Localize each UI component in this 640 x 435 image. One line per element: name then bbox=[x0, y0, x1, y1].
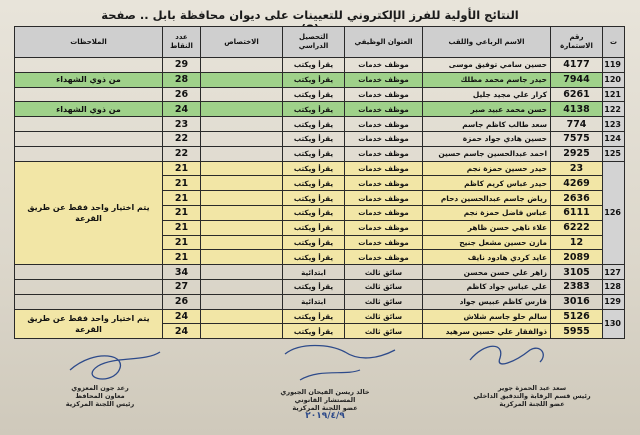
cell-edu: يقرأ ويكتب bbox=[283, 87, 345, 102]
cell-points: 21 bbox=[163, 220, 201, 235]
cell-name: حسين سامي توفيق موسى bbox=[423, 58, 551, 73]
cell-form: 2925 bbox=[551, 146, 603, 161]
cell-spec bbox=[201, 131, 283, 146]
cell-form: 7944 bbox=[551, 72, 603, 87]
table-row bbox=[15, 131, 625, 146]
cell-seq: 120 bbox=[603, 72, 625, 87]
cell-note bbox=[15, 117, 163, 132]
cell-form: 7575 bbox=[551, 131, 603, 146]
cell-form: 4177 bbox=[551, 58, 603, 73]
page-title: النتائج الأولية للفرز الإلكتروني للتعيينات على ديوان محافظة بابل .. صفحة bbox=[101, 8, 519, 22]
cell-points: 21 bbox=[163, 250, 201, 265]
cell-name: زاهر علي حسن محسن bbox=[423, 265, 551, 280]
cell-edu: يقرأ ويكتب bbox=[283, 250, 345, 265]
signature-middle-name: خالد ريسن الفيحان الجبوري bbox=[280, 388, 370, 396]
header-points: عدد النقاط bbox=[163, 27, 201, 58]
cell-points: 21 bbox=[163, 235, 201, 250]
cell-edu: يقرأ ويكتب bbox=[283, 146, 345, 161]
cell-spec bbox=[201, 87, 283, 102]
table-row bbox=[15, 58, 625, 73]
cell-job: موظف خدمات bbox=[345, 176, 423, 191]
table-row bbox=[15, 309, 625, 324]
cell-edu: يقرأ ويكتب bbox=[283, 220, 345, 235]
signature-left-role2: رئيس اللجنة المركزية bbox=[65, 400, 135, 408]
cell-points: 24 bbox=[163, 324, 201, 339]
cell-spec bbox=[201, 279, 283, 294]
cell-points: 21 bbox=[163, 161, 201, 176]
cell-job: موظف خدمات bbox=[345, 102, 423, 117]
cell-spec bbox=[201, 250, 283, 265]
table-row bbox=[15, 294, 625, 309]
signature-middle-date: ٢٠١٩/٤/٩ bbox=[305, 411, 345, 421]
cell-edu: يقرأ ويكتب bbox=[283, 176, 345, 191]
header-seq: ت bbox=[603, 27, 625, 58]
cell-edu: يقرأ ويكتب bbox=[283, 72, 345, 87]
cell-spec bbox=[201, 146, 283, 161]
cell-name: عايد كردي هادود نايف bbox=[423, 250, 551, 265]
cell-name: كرار علي مجيد جليل bbox=[423, 87, 551, 102]
cell-spec bbox=[201, 265, 283, 280]
cell-job: موظف خدمات bbox=[345, 220, 423, 235]
cell-name: علي عباس جواد كاظم bbox=[423, 279, 551, 294]
header-notes: الملاحظات bbox=[15, 27, 163, 58]
cell-points: 24 bbox=[163, 102, 201, 117]
table-row bbox=[15, 102, 625, 117]
cell-seq: 123 bbox=[603, 117, 625, 132]
signature-right-role2: عضو اللجنة المركزية bbox=[499, 400, 565, 408]
table-row bbox=[15, 87, 625, 102]
cell-spec bbox=[201, 161, 283, 176]
signature-right-name: سعد عبد الحمزة جوير bbox=[497, 384, 567, 392]
signature-middle-role2: عضو اللجنة المركزية bbox=[292, 404, 358, 412]
signature-block-left bbox=[40, 384, 160, 408]
cell-points: 21 bbox=[163, 176, 201, 191]
cell-seq: 124 bbox=[603, 131, 625, 146]
cell-edu: ابتدائية bbox=[283, 294, 345, 309]
cell-points: 22 bbox=[163, 146, 201, 161]
cell-note: من ذوي الشهداء bbox=[15, 102, 163, 117]
cell-note bbox=[15, 294, 163, 309]
cell-form: 23 bbox=[551, 161, 603, 176]
signature-right-role1: رئيس قسم الرقابة والتدقيق الداخلي bbox=[473, 392, 591, 400]
cell-name: فارس كاظم عبيس جواد bbox=[423, 294, 551, 309]
cell-spec bbox=[201, 176, 283, 191]
cell-points: 29 bbox=[163, 58, 201, 73]
cell-edu: يقرأ ويكتب bbox=[283, 279, 345, 294]
cell-name: رياض جاسم عبدالحسين دحام bbox=[423, 191, 551, 206]
cell-spec bbox=[201, 191, 283, 206]
cell-edu: يقرأ ويكتب bbox=[283, 205, 345, 220]
cell-job: موظف خدمات bbox=[345, 131, 423, 146]
table-row bbox=[15, 117, 625, 132]
cell-name: ذوالفقار علي حسين سرهيد bbox=[423, 324, 551, 339]
cell-seq: 125 bbox=[603, 146, 625, 161]
cell-form: 3016 bbox=[551, 294, 603, 309]
cell-name: عباس فاضل حمزة نجم bbox=[423, 205, 551, 220]
cell-form: 2636 bbox=[551, 191, 603, 206]
cell-points: 24 bbox=[163, 309, 201, 324]
cell-note bbox=[15, 279, 163, 294]
cell-name: سالم حلو جاسم شلاش bbox=[423, 309, 551, 324]
cell-form: 5955 bbox=[551, 324, 603, 339]
cell-job: موظف خدمات bbox=[345, 146, 423, 161]
cell-spec bbox=[201, 102, 283, 117]
cell-spec bbox=[201, 72, 283, 87]
cell-form: 2383 bbox=[551, 279, 603, 294]
cell-job: موظف خدمات bbox=[345, 235, 423, 250]
signature-left-role1: معاون المحافظ bbox=[75, 392, 125, 400]
cell-form: 6261 bbox=[551, 87, 603, 102]
cell-name: حسن محمد عبيد صبر bbox=[423, 102, 551, 117]
signature-left-name: رعد جون المعزوي bbox=[71, 384, 129, 392]
cell-form: 4269 bbox=[551, 176, 603, 191]
cell-edu: يقرأ ويكتب bbox=[283, 324, 345, 339]
cell-job: موظف خدمات bbox=[345, 205, 423, 220]
header-form-no: رقم الاستمارة bbox=[551, 27, 603, 58]
cell-points: 27 bbox=[163, 279, 201, 294]
signature-block-right bbox=[462, 384, 602, 408]
cell-spec bbox=[201, 117, 283, 132]
cell-points: 28 bbox=[163, 72, 201, 87]
cell-edu: يقرأ ويكتب bbox=[283, 58, 345, 73]
cell-edu: يقرأ ويكتب bbox=[283, 102, 345, 117]
table-row bbox=[15, 279, 625, 294]
cell-points: 26 bbox=[163, 87, 201, 102]
header-name: الاسم الرباعي واللقب bbox=[423, 27, 551, 58]
cell-note bbox=[15, 146, 163, 161]
cell-job: سائق ثالث bbox=[345, 324, 423, 339]
cell-name: علاء ناهي حسن ظاهر bbox=[423, 220, 551, 235]
cell-points: 21 bbox=[163, 205, 201, 220]
cell-form: 12 bbox=[551, 235, 603, 250]
cell-note bbox=[15, 87, 163, 102]
cell-name: حيدر جاسم محمد مطلك bbox=[423, 72, 551, 87]
cell-seq: 119 bbox=[603, 58, 625, 73]
cell-seq: 121 bbox=[603, 87, 625, 102]
cell-spec bbox=[201, 58, 283, 73]
cell-seq: 129 bbox=[603, 294, 625, 309]
cell-job: موظف خدمات bbox=[345, 72, 423, 87]
cell-points: 21 bbox=[163, 191, 201, 206]
cell-form: 774 bbox=[551, 117, 603, 132]
cell-seq: 128 bbox=[603, 279, 625, 294]
cell-edu: يقرأ ويكتب bbox=[283, 161, 345, 176]
cell-form: 6222 bbox=[551, 220, 603, 235]
cell-seq: 122 bbox=[603, 102, 625, 117]
cell-job: سائق ثالث bbox=[345, 294, 423, 309]
cell-edu: يقرأ ويكتب bbox=[283, 235, 345, 250]
cell-points: 34 bbox=[163, 265, 201, 280]
cell-name: سعد طالب كاظم جاسم bbox=[423, 117, 551, 132]
cell-job: موظف خدمات bbox=[345, 250, 423, 265]
cell-seq-group-130: 130 bbox=[603, 309, 625, 339]
cell-job: سائق ثالث bbox=[345, 265, 423, 280]
table-row bbox=[15, 265, 625, 280]
cell-form: 5126 bbox=[551, 309, 603, 324]
signature-middle-role1: المستشار القانوني bbox=[294, 396, 356, 404]
cell-form: 4138 bbox=[551, 102, 603, 117]
cell-form: 3105 bbox=[551, 265, 603, 280]
cell-note bbox=[15, 131, 163, 146]
cell-name: احمد عبدالحسين جاسم حسين bbox=[423, 146, 551, 161]
signature-block-middle bbox=[255, 388, 395, 420]
cell-name: حيدر حسين حمزة نجم bbox=[423, 161, 551, 176]
header-specialization: الاختصاص bbox=[201, 27, 283, 58]
cell-job: موظف خدمات bbox=[345, 117, 423, 132]
cell-note-group-126: يتم اختيار واحد فقط عن طريق القرعة bbox=[15, 161, 163, 265]
cell-spec bbox=[201, 205, 283, 220]
table-row bbox=[15, 146, 625, 161]
cell-edu: يقرأ ويكتب bbox=[283, 309, 345, 324]
results-table bbox=[14, 26, 625, 339]
cell-job: موظف خدمات bbox=[345, 58, 423, 73]
cell-points: 26 bbox=[163, 294, 201, 309]
table-header-row bbox=[15, 27, 625, 58]
cell-edu: يقرأ ويكتب bbox=[283, 117, 345, 132]
cell-spec bbox=[201, 235, 283, 250]
cell-points: 22 bbox=[163, 131, 201, 146]
cell-form: 6111 bbox=[551, 205, 603, 220]
header-job-title: العنوان الوظيفي bbox=[345, 27, 423, 58]
cell-name: حسين هادي جواد حمزة bbox=[423, 131, 551, 146]
cell-name: حيدر عباس كريم كاظم bbox=[423, 176, 551, 191]
cell-spec bbox=[201, 309, 283, 324]
cell-note bbox=[15, 58, 163, 73]
cell-edu: يقرأ ويكتب bbox=[283, 191, 345, 206]
header-education: التحصيل الدراسي bbox=[283, 27, 345, 58]
cell-note: من ذوي الشهداء bbox=[15, 72, 163, 87]
cell-job: سائق ثالث bbox=[345, 279, 423, 294]
cell-job: سائق ثالث bbox=[345, 309, 423, 324]
cell-job: موظف خدمات bbox=[345, 161, 423, 176]
cell-note bbox=[15, 265, 163, 280]
cell-seq: 127 bbox=[603, 265, 625, 280]
cell-points: 23 bbox=[163, 117, 201, 132]
cell-spec bbox=[201, 324, 283, 339]
cell-edu: ابتدائية bbox=[283, 265, 345, 280]
table-row bbox=[15, 161, 625, 176]
cell-name: مازن حسين مشعل جنيح bbox=[423, 235, 551, 250]
cell-spec bbox=[201, 294, 283, 309]
cell-job: موظف خدمات bbox=[345, 191, 423, 206]
cell-edu: يقرأ ويكتب bbox=[283, 131, 345, 146]
cell-spec bbox=[201, 220, 283, 235]
cell-seq-group-126: 126 bbox=[603, 161, 625, 265]
cell-note-group-130: يتم اختيار واحد فقط عن طريق القرعة bbox=[15, 309, 163, 339]
table-row bbox=[15, 72, 625, 87]
cell-job: موظف خدمات bbox=[345, 87, 423, 102]
cell-form: 2089 bbox=[551, 250, 603, 265]
